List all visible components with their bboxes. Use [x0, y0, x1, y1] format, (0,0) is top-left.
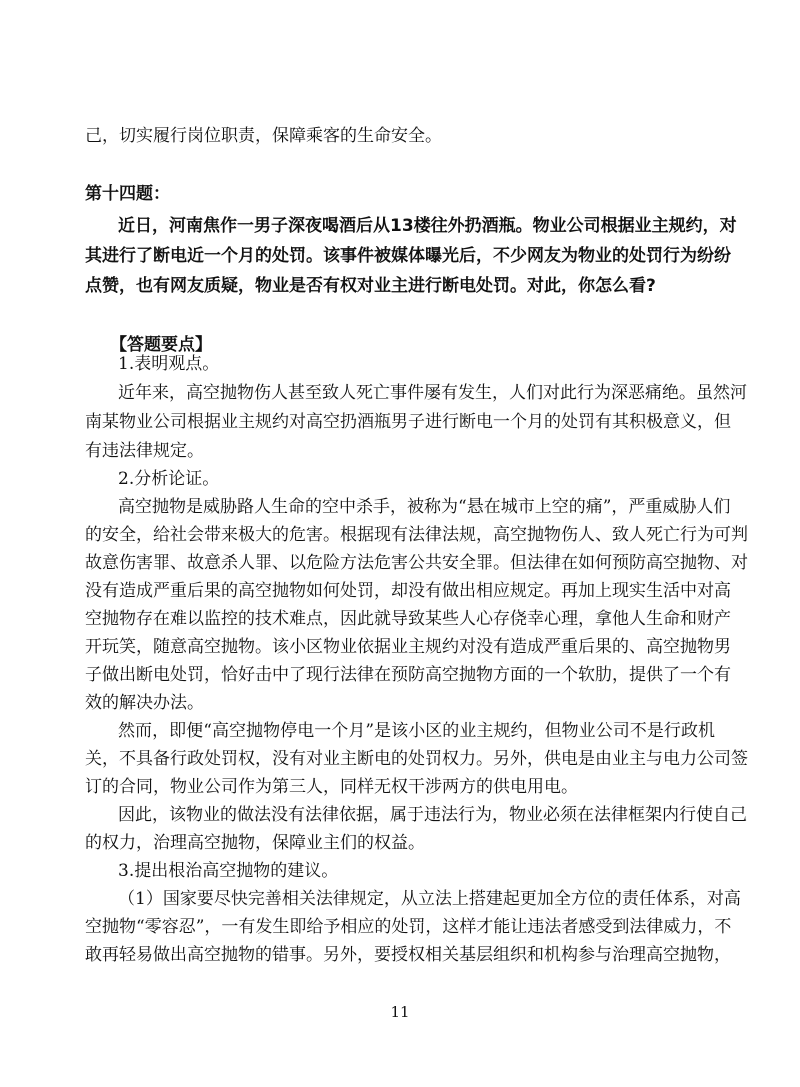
point-heading: 2.分析论证。 [118, 469, 220, 489]
paragraph-line: 子做出断电处罚，恰好击中了现行法律在预防高空抛物方面的一个软肋，提供了一个有 [85, 665, 731, 685]
paragraph-line: 没有造成严重后果的高空抛物如何处罚，却没有做出相应规定。再加上现实生活中对高 [85, 581, 731, 601]
paragraph-line: 关，不具备行政处罚权，没有对业主断电的处罚权力。另外，供电是由业主与电力公司签 [85, 749, 748, 769]
point-heading: 3.提出根治高空抛物的建议。 [118, 861, 339, 881]
question-line: 点赞，也有网友质疑，物业是否有权对业主进行断电处罚。对此，你怎么看? [85, 276, 656, 296]
paragraph-line: 空抛物存在难以监控的技术难点，因此就导致某些人心存侥幸心理，拿他人生命和财产 [85, 609, 731, 629]
page-number: 11 [390, 1003, 410, 1021]
point-heading: 1.表明观点。 [118, 354, 220, 374]
paragraph-line: 效的解决办法。 [85, 693, 204, 713]
paragraph-line: 空抛物“零容忍”，一有发生即给予相应的处罚，这样才能让违法者感受到法律威力，不 [85, 917, 732, 937]
text-line: 己，切实履行岗位职责，保障乘客的生命安全。 [85, 126, 442, 146]
paragraph-line: 近年来，高空抛物伤人甚至致人死亡事件屡有发生，人们对此行为深恶痛绝。虽然河 [118, 383, 747, 403]
paragraph-line: 敢再轻易做出高空抛物的错事。另外，要授权相关基层组织和机构参与治理高空抛物， [85, 945, 731, 965]
question-line: 近日，河南焦作一男子深夜喝酒后从13楼往外扔酒瓶。物业公司根据业主规约，对 [118, 216, 737, 236]
paragraph-line: 的安全，给社会带来极大的危害。根据现有法律法规，高空抛物伤人、致人死亡行为可判 [85, 525, 748, 545]
question-line: 其进行了断电近一个月的处罚。该事件被媒体曝光后，不少网友为物业的处罚行为纷纷 [85, 246, 731, 266]
paragraph-line: （1）国家要尽快完善相关法律规定，从立法上搭建起更加全方位的责任体系，对高 [118, 889, 741, 909]
paragraph-line: 然而，即便“高空抛物停电一个月”是该小区的业主规约，但物业公司不是行政机 [118, 721, 715, 741]
section-heading: 【答题要点】 [110, 335, 212, 355]
question-title: 第十四题： [85, 184, 170, 204]
paragraph-line: 南某物业公司根据业主规约对高空扔酒瓶男子进行断电一个月的处罚有其积极意义，但 [85, 412, 731, 432]
paragraph-line: 的权力，治理高空抛物，保障业主们的权益。 [85, 833, 425, 853]
paragraph-line: 开玩笑，随意高空抛物。该小区物业依据业主规约对没有造成严重后果的、高空抛物男 [85, 637, 731, 657]
paragraph-line: 有违法律规定。 [85, 441, 204, 461]
paragraph-line: 故意伤害罪、故意杀人罪、以危险方法危害公共安全罪。但法律在如何预防高空抛物、对 [85, 553, 748, 573]
paragraph-line: 订的合同，物业公司作为第三人，同样无权干涉两方的供电用电。 [85, 777, 578, 797]
paragraph-line: 因此，该物业的做法没有法律依据，属于违法行为，物业必须在法律框架内行使自己 [118, 805, 747, 825]
paragraph-line: 高空抛物是威胁路人生命的空中杀手，被称为“悬在城市上空的痛”，严重威胁人们 [118, 497, 731, 517]
